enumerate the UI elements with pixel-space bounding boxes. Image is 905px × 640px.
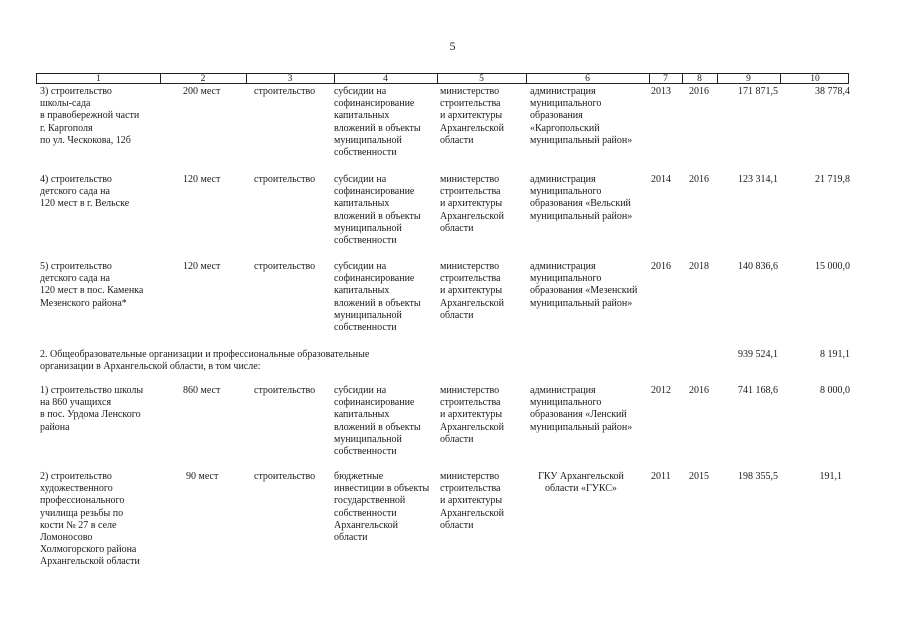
column-number: 9 xyxy=(746,74,751,84)
start-year: 2011 xyxy=(651,471,671,482)
current-cost: 15 000,0 xyxy=(815,261,850,272)
section-title: 2. Общеобразовательные организации и профессиональные образовательные организации в Архангельской области, в том числе: xyxy=(40,349,370,373)
current-cost: 21 719,8 xyxy=(815,174,850,185)
column-number: 5 xyxy=(479,74,484,84)
total-cost: 741 168,6 xyxy=(738,385,778,396)
capacity: 860 мест xyxy=(183,385,221,396)
column-number: 8 xyxy=(697,74,702,84)
ministry: министерство строительства и архитектуры Архангельской области xyxy=(440,385,504,445)
column-number: 3 xyxy=(287,74,293,84)
object-name: 3) строительство школы-сада в правобережной части г. Каргополя по ул. Ческокова, 12б xyxy=(40,86,140,146)
section-total-cost: 939 524,1 xyxy=(738,349,778,360)
end-year: 2015 xyxy=(689,471,709,482)
funding-type: субсидии на софинансирование капитальных вложений в объекты муниципальной собственности xyxy=(334,261,421,334)
end-year: 2018 xyxy=(689,261,709,272)
executor: ГКУ Архангельской области «ГУКС» xyxy=(538,471,624,495)
funding-type: бюджетные инвестиции в объекты государственной собственности Архангельской области xyxy=(334,471,430,544)
ministry: министерство строительства и архитектуры Архангельской области xyxy=(440,471,504,531)
object-name: 5) строительство детского сада на 120 мест в пос. Каменка Мезенского района* xyxy=(40,261,144,309)
current-cost: 38 778,4 xyxy=(815,86,850,97)
funding-type: субсидии на софинансирование капитальных вложений в объекты муниципальной собственности xyxy=(334,86,421,159)
column-number: 10 xyxy=(810,74,820,84)
executor: администрация муниципального образования «Ленский муниципальный район» xyxy=(530,385,633,433)
end-year: 2016 xyxy=(689,385,709,396)
funding-type: субсидии на софинансирование капитальных вложений в объекты муниципальной собственности xyxy=(334,385,421,458)
column-number: 4 xyxy=(383,74,388,84)
capacity: 90 мест xyxy=(186,471,219,482)
executor: администрация муниципального образования «Каргопольский муниципальный район» xyxy=(530,86,633,146)
object-name: 1) строительство школы на 860 учащихся в пос. Урдома Ленского района xyxy=(40,385,144,433)
current-cost: 191,1 xyxy=(819,471,842,482)
end-year: 2016 xyxy=(689,174,709,185)
start-year: 2012 xyxy=(651,385,671,396)
executor: администрация муниципального образования «Мезенский муниципальный район» xyxy=(530,261,638,309)
column-number: 2 xyxy=(200,74,206,84)
column-number: 6 xyxy=(585,74,590,84)
capacity: 120 мест xyxy=(183,261,221,272)
column-number: 1 xyxy=(96,74,101,84)
executor: администрация муниципального образования «Вельский муниципальный район» xyxy=(530,174,633,222)
object-name: 2) строительство художественного профессионального училища резьбы по кости № 27 в селе Ломоносово Холмогорского района Архангельской области xyxy=(40,471,140,568)
total-cost: 198 355,5 xyxy=(738,471,778,482)
work-type: строительство xyxy=(254,261,316,272)
object-name: 4) строительство детского сада на 120 мест в г. Вельске xyxy=(40,174,130,210)
total-cost: 140 836,6 xyxy=(738,261,778,272)
funding-type: субсидии на софинансирование капитальных вложений в объекты муниципальной собственности xyxy=(334,174,421,247)
work-type: строительство xyxy=(254,471,316,482)
ministry: министерство строительства и архитектуры Архангельской области xyxy=(440,86,504,146)
work-type: строительство xyxy=(254,174,316,185)
ministry: министерство строительства и архитектуры Архангельской области xyxy=(440,174,504,234)
section-current-cost: 8 191,1 xyxy=(820,349,850,360)
work-type: строительство xyxy=(254,385,316,396)
total-cost: 123 314,1 xyxy=(738,174,778,185)
capacity: 200 мест xyxy=(183,86,221,97)
ministry: министерство строительства и архитектуры Архангельской области xyxy=(440,261,504,321)
page-number: 5 xyxy=(449,39,456,53)
current-cost: 8 000,0 xyxy=(820,385,850,396)
work-type: строительство xyxy=(254,86,316,97)
total-cost: 171 871,5 xyxy=(738,86,778,97)
start-year: 2014 xyxy=(651,174,671,185)
start-year: 2016 xyxy=(651,261,671,272)
column-numbers-header xyxy=(36,73,849,84)
end-year: 2016 xyxy=(689,86,709,97)
start-year: 2013 xyxy=(651,86,671,97)
capacity: 120 мест xyxy=(183,174,221,185)
column-number: 7 xyxy=(663,74,668,84)
